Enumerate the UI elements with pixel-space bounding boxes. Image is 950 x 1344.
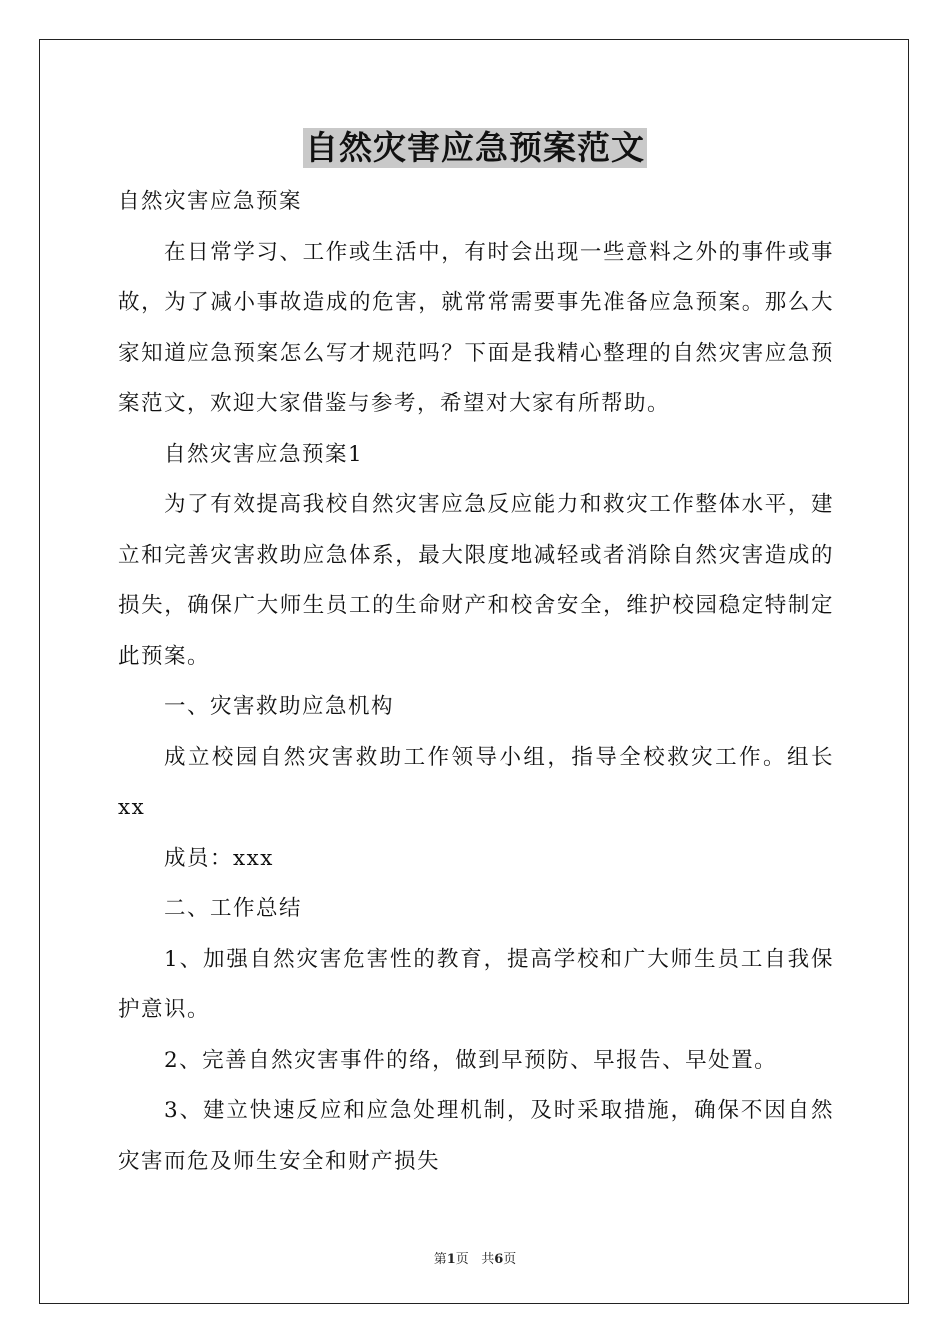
page-footer — [0, 1248, 950, 1267]
page-prefix: 第 — [433, 1252, 447, 1267]
page-total: 6 — [494, 1252, 504, 1267]
paragraph-item-1: 1、加强自然灾害危害性的教育，提高学校和广大师生员工自我保护意识。 — [118, 946, 834, 1022]
paragraph-item-3: 3、建立快速反应和应急处理机制，及时采取措施，确保不因自然灾害而危及师生安全和财产损失 — [118, 1098, 834, 1174]
paragraph-section-title: 自然灾害应急预案1 — [164, 441, 364, 467]
page-suffix: 页 — [455, 1252, 469, 1267]
page-current: 1 — [446, 1252, 456, 1267]
paragraph-item-2: 2、完善自然灾害事件的络，做到早预防、早报告、早处置。 — [164, 1047, 778, 1073]
paragraph-members: 成员：xxx — [164, 845, 274, 871]
paragraph-leader: 成立校园自然灾害救助工作领导小组，指导全校救灾工作。组长xx — [118, 744, 834, 820]
paragraph-purpose: 为了有效提高我校自然灾害应急反应能力和救灾工作整体水平，建立和完善灾害救助应急体系，最大限度地减轻或者消除自然灾害造成的损失，确保广大师生员工的生命财产和校舍安全，维护校园稳定特制定此预案。 — [118, 492, 834, 669]
total-prefix: 共 — [481, 1252, 495, 1267]
document-body — [118, 177, 834, 1187]
paragraph-heading-2: 二、工作总结 — [164, 896, 303, 921]
paragraph-heading-1: 一、灾害救助应急机构 — [164, 694, 395, 719]
paragraph-intro: 在日常学习、工作或生活中，有时会出现一些意料之外的事件或事故，为了减小事故造成的危害，就常常需要事先准备应急预案。那么大家知道应急预案怎么写才规范吗？下面是我精心整理的自然灾害应急预案范文，欢迎大家借鉴与参考，希望对大家有所帮助。 — [118, 239, 834, 416]
total-suffix: 页 — [503, 1252, 517, 1267]
paragraph-heading: 自然灾害应急预案 — [118, 189, 303, 214]
title-container — [0, 128, 950, 168]
document-title: 自然灾害应急预案范文 — [305, 128, 645, 167]
